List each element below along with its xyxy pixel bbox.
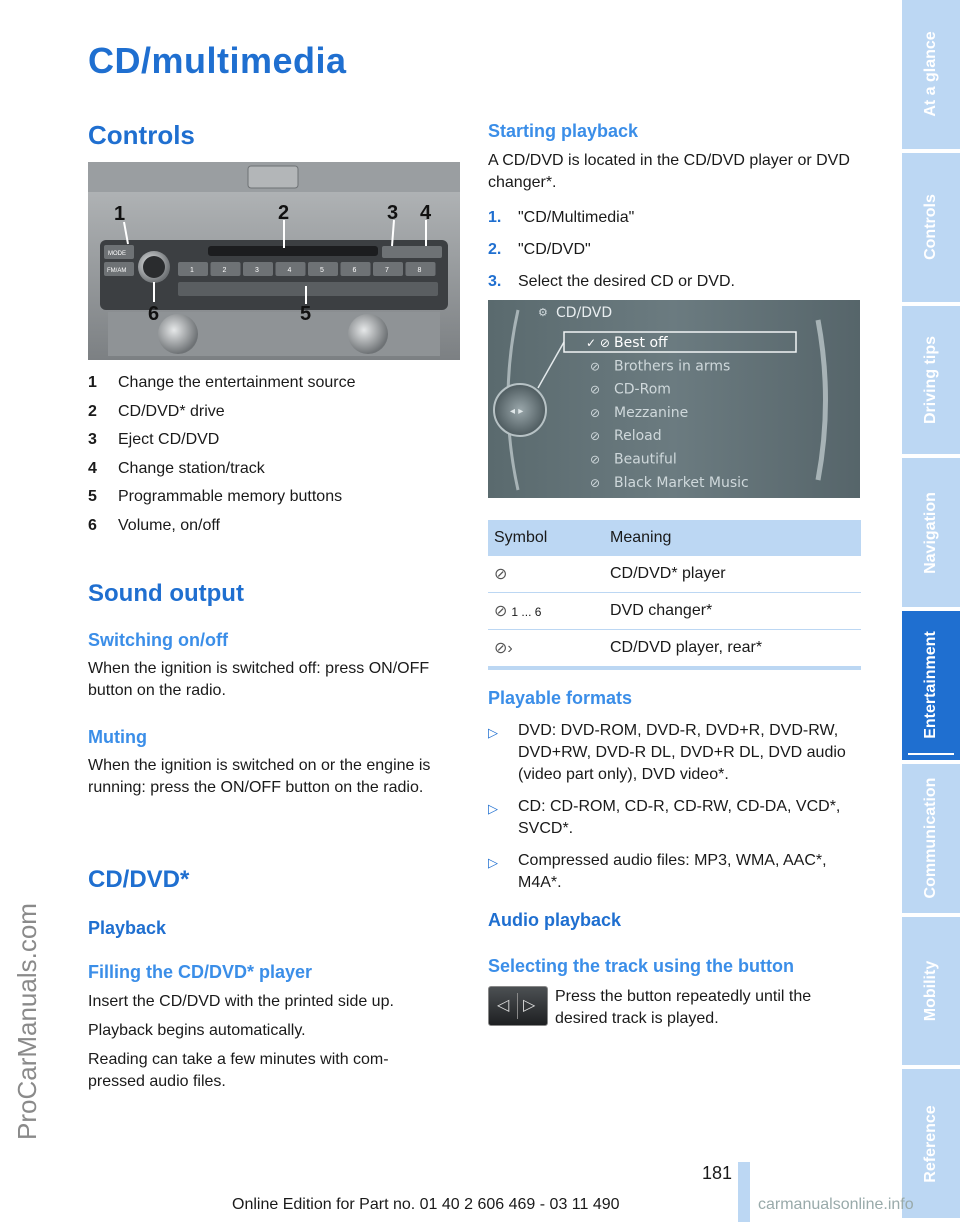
filling-p2: Playback begins automatically.	[88, 1022, 306, 1039]
disc-icon: ⊘	[590, 475, 601, 490]
tab-label: Communication	[922, 777, 939, 899]
callout-2: 2	[278, 202, 290, 224]
screen-list-item[interactable]: Mezzanine	[614, 404, 689, 421]
preset-label: 1	[190, 267, 194, 274]
tab-label: Mobility	[922, 960, 939, 1022]
step-item	[488, 239, 860, 261]
tab-label: Driving tips	[922, 335, 939, 424]
tab-label: Navigation	[922, 491, 939, 574]
table-row	[488, 630, 861, 669]
watermark: ProCarManuals.com	[12, 903, 42, 1140]
disc-icon: ⊘	[590, 429, 601, 444]
svg-text:◂ ▸: ◂ ▸	[510, 406, 524, 417]
cd-dvd-screen-illustration	[488, 300, 860, 498]
row-symbol: 1 ... 6	[511, 605, 542, 619]
switching-heading: Switching on/off	[88, 630, 228, 650]
legend-num: 6	[88, 516, 97, 534]
row-meaning: CD/DVD player, rear*	[604, 630, 861, 669]
page-tab-marker	[738, 1162, 750, 1222]
legend-item	[88, 486, 460, 508]
track-left-icon: ◁	[497, 997, 510, 1014]
tab-navigation[interactable]	[902, 458, 960, 611]
preset-label: 4	[287, 267, 292, 274]
footer-text: Online Edition for Part no. 01 40 2 606 469 - 03 11 490	[232, 1196, 620, 1213]
screen-header: CD/DVD	[556, 305, 613, 321]
radio-photo	[88, 162, 460, 360]
tab-label: Reference	[922, 1104, 939, 1183]
symbol-table	[488, 520, 861, 670]
screen-list-item[interactable]: Reload	[614, 428, 662, 445]
format-text: DVD: DVD-ROM, DVD-R, DVD+R, DVD-RW, DVD+RW, DVD-R DL, DVD+R DL, DVD audio (video part only), DVD video*.	[518, 722, 846, 783]
formats-heading: Playable formats	[488, 688, 633, 708]
legend-num: 3	[88, 431, 97, 448]
track-right-icon: ▷	[523, 997, 536, 1014]
format-item	[488, 796, 863, 840]
col-meaning: Meaning	[604, 520, 861, 556]
steps-list	[488, 207, 860, 303]
select-text: Press the button repeatedly until the desired track is played.	[555, 988, 812, 1027]
legend-item	[88, 372, 460, 394]
switching-text: When the ignition is switched off: press ON/OFF button on the radio.	[88, 660, 430, 699]
mode-button-label: MODE	[108, 251, 126, 257]
page-title: CD/multimedia	[88, 40, 347, 81]
preset-label: 7	[385, 267, 389, 274]
callout-1: 1	[114, 203, 126, 225]
legend-num: 4	[88, 459, 97, 477]
tab-communication[interactable]	[902, 764, 960, 917]
screen-list-item[interactable]: Beautiful	[614, 451, 677, 468]
legend-item	[88, 515, 460, 537]
legend-num: 1	[88, 374, 97, 391]
format-text: CD: CD-ROM, CD-R, CD-RW, CD-DA, VCD*, SVCD*.	[518, 798, 841, 837]
fmam-button-label: FM/AM	[107, 268, 127, 274]
screen-list-item[interactable]: Best off	[614, 335, 668, 351]
step-num: 1.	[488, 209, 502, 226]
disc-icon: ⊘	[590, 452, 601, 467]
triangle-bullet-icon: ▷	[488, 725, 498, 740]
disc-icon: ⊘	[494, 566, 508, 583]
callout-5: 5	[300, 303, 312, 325]
filling-heading: Filling the CD/DVD* player	[88, 962, 313, 982]
select-heading: Selecting the track using the button	[488, 956, 795, 976]
disc-icon: ⊘	[590, 359, 601, 374]
format-item	[488, 850, 863, 894]
legend-text: Programmable memory buttons	[118, 488, 343, 505]
preset-label: 6	[352, 267, 357, 274]
legend-item	[88, 458, 460, 480]
triangle-bullet-icon: ▷	[488, 801, 498, 816]
legend-item	[88, 401, 460, 423]
tab-label: At a glance	[922, 31, 939, 118]
radio-panel-illustration	[88, 162, 460, 360]
legend-text: Eject CD/DVD	[118, 431, 220, 448]
screen-list-item[interactable]: Brothers in arms	[614, 358, 731, 375]
tab-controls[interactable]	[902, 153, 960, 306]
filling-p3: Reading can take a few minutes with com-pressed audio files.	[88, 1051, 389, 1090]
track-button[interactable]	[488, 986, 548, 1026]
row-meaning: DVD changer*	[604, 593, 861, 630]
tab-driving-tips[interactable]	[902, 306, 960, 459]
preset-label: 3	[255, 267, 259, 274]
triangle-bullet-icon: ▷	[488, 855, 498, 870]
step-item	[488, 207, 860, 229]
disc-rear-icon: ⊘›	[494, 640, 513, 657]
preset-label: 5	[320, 267, 324, 274]
tab-mobility[interactable]	[902, 917, 960, 1070]
tab-at-a-glance[interactable]	[902, 0, 960, 153]
screen-list-item[interactable]: Black Market Music	[614, 474, 749, 491]
formats-list	[488, 720, 863, 904]
disc-icon: ⊘	[590, 405, 601, 420]
check-icon: ✓ ⊘	[586, 336, 610, 350]
page-number: 181	[702, 1163, 733, 1183]
footer-watermark: carmanualsonline.info	[758, 1196, 914, 1213]
tab-label: Controls	[922, 194, 939, 261]
cddvd-heading: CD/DVD*	[88, 866, 190, 893]
step-num: 3.	[488, 273, 502, 290]
format-item	[488, 720, 863, 786]
controls-legend	[88, 372, 460, 543]
row-meaning: CD/DVD* player	[604, 556, 861, 593]
legend-text: Change station/track	[118, 459, 265, 477]
preset-label: 8	[417, 267, 422, 274]
legend-text: Volume, on/off	[118, 516, 220, 534]
screen-list-item[interactable]: CD-Rom	[614, 381, 671, 398]
muting-text: When the ignition is switched on or the engine is running: press the ON/OFF button on the radio.	[88, 757, 431, 796]
sound-output-heading: Sound output	[88, 580, 244, 607]
starting-heading: Starting playback	[488, 121, 639, 141]
callout-6: 6	[148, 303, 160, 325]
format-text: Compressed audio files: MP3, WMA, AAC*, M4A*.	[518, 852, 827, 891]
preset-label: 2	[222, 267, 227, 274]
callout-3: 3	[387, 202, 399, 224]
legend-num: 5	[88, 488, 97, 505]
legend-text: Change the entertainment source	[118, 374, 356, 391]
starting-text: A CD/DVD is located in the CD/DVD player or DVD changer*.	[488, 152, 850, 191]
controls-heading: Controls	[88, 120, 195, 150]
tab-label: Entertainment	[922, 631, 939, 740]
idrive-screen	[488, 300, 860, 498]
step-text: Select the desired CD or DVD.	[518, 273, 735, 290]
step-item	[488, 271, 860, 293]
step-text: "CD/Multimedia"	[518, 209, 635, 226]
legend-item	[88, 429, 460, 451]
playback-heading: Playback	[88, 918, 167, 938]
muting-heading: Muting	[88, 727, 147, 747]
table-row	[488, 593, 861, 630]
step-text: "CD/DVD"	[518, 241, 591, 258]
filling-p1: Insert the CD/DVD with the printed side up.	[88, 993, 394, 1010]
audio-heading: Audio playback	[488, 910, 622, 930]
disc-icon: ⊘	[590, 382, 601, 397]
table-row	[488, 556, 861, 593]
step-num: 2.	[488, 241, 502, 258]
legend-num: 2	[88, 402, 97, 420]
tab-entertainment[interactable]	[902, 611, 960, 764]
disc-changer-icon: ⊘	[494, 603, 508, 620]
svg-text:⚙: ⚙	[538, 306, 548, 319]
callout-4: 4	[420, 202, 432, 224]
col-symbol: Symbol	[488, 520, 604, 556]
legend-text: CD/DVD* drive	[118, 402, 225, 420]
